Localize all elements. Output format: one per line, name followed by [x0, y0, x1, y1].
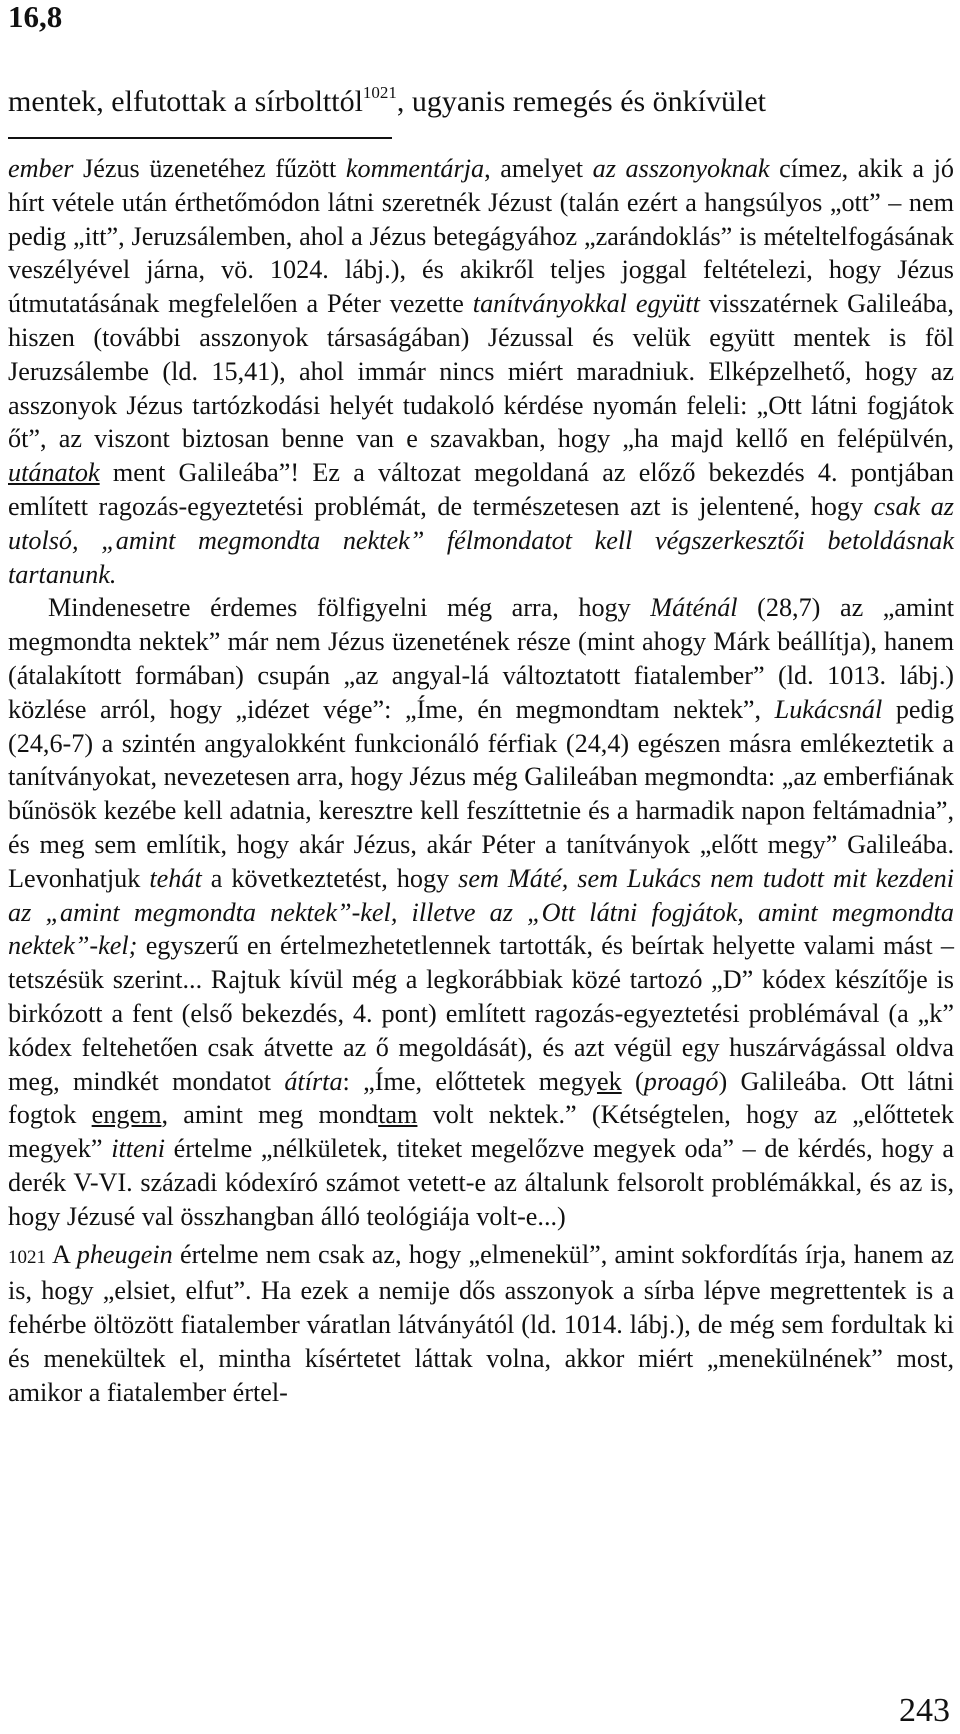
italic-text-run: proagó [643, 1066, 719, 1096]
text-run: (28,7) az „amint megmondta nektek” már nem Jézus üzenetének része (mint ahogy Márk beállítja), hanem (átalakított formában) csupán „az angyal-lá változtatott fiatalember” (ld. 1013. lábj.) közlése arról, hogy „idézet vége”: „Íme, én megmondtam nektek”, [8, 593, 954, 724]
footnote-paragraph-1 [8, 152, 954, 591]
text-run: A [52, 1239, 77, 1269]
text-run: visszatérnek Galileába, hiszen (további asszonyok társaságában) Jézussal és velük együtt mentek is föl Jeruzsálembe (ld. 15,41), ahol immár nincs miért maradniuk. Elképzelhető, hogy az asszonyok Jézus tartózkodási helyét tudakoló kérdése nyomán feleli: „Ott látni fogjátok őt”, az viszont biztosan benne van e szavakban, hogy „ha majd kellő en felépülvén, [8, 289, 954, 454]
text-run: pedig (24,6-7) a szintén angyalokként funkcionáló férfiak (24,4) egészen másra emlékeztetik a tanítványokat, nevezetesen arra, hogy Jézus még Galileában megmondta: „az emberfiának bűnösök kezébe kell adatnia, keresztre kell feszíttetnie és a harmadik napon feltámadnia”, és meg sem említik, hogy akár Jézus, akár Péter a tanítványok „előtt megy” Galileába. Levonhatjuk [8, 694, 954, 893]
footnote-number: 1021 [8, 1246, 46, 1268]
main-text: mentek, elfutottak a sírbolttól [8, 85, 363, 118]
text-run: , amint meg mond [161, 1100, 379, 1130]
footnote-block [8, 152, 954, 1409]
italic-text-run: utánatok [8, 458, 100, 488]
italic-text-run: Máténál [650, 593, 738, 623]
footnote-1021 [8, 1238, 954, 1410]
text-run: ) Galileába. Ott látni fogtok [8, 1066, 954, 1130]
italic-text-run: itteni [111, 1134, 166, 1164]
italic-text-run: csak az utolsó, „amint megmondta nektek” félmondatot kell végszerkesztői betoldásnak tartanunk. [8, 491, 954, 589]
italic-text-run: tanítványokkal együtt [472, 289, 700, 319]
italic-text-run: az asszonyoknak [592, 154, 770, 183]
text-run: volt nektek.” (Kétségtelen, hogy az „előttetek megyek” [8, 1100, 954, 1164]
text-run: : „Íme, előttetek megy [342, 1066, 597, 1096]
text-run: Mindenesetre érdemes fölfigyelni még arra, hogy [48, 593, 651, 623]
italic-text-run: pheugein [76, 1239, 173, 1269]
main-text-continuation: , ugyanis remegés és önkívület [396, 85, 767, 118]
underlined-text-run: tam [378, 1100, 418, 1130]
text-run: Jézus üzenetéhez fűzött [73, 154, 346, 183]
footnote-paragraph-2 [8, 591, 954, 1233]
italic-text-run: ember [8, 154, 74, 183]
text-run: a következtetést, hogy [201, 863, 459, 893]
italic-text-run: sem Máté, sem Lukács nem tudott mit kezdeni az „amint megmondta nektek”-kel, illetve az „Ott látni fogjátok, amint megmondta nektek”-kel; [8, 863, 954, 961]
text-run: egyszerű en értelmezhetetlennek tartották, és beírtak helyette valami mást – tetszésük szerint... Rajtuk kívül még a legkorábbiak közé tartozó „D” kódex készítője is birkózott a fent (első bekezdés, 4. pont) említett ragozás-egyeztetési problémával (a „k” kódex feltehetően csak átvette az ő megoldását), és azt végül egy huszárvágással oldva meg, mindkét mondatot [8, 931, 954, 1096]
text-run: értelme „nélkületek, titeket megelőzve megyek oda” – de kérdés, hogy a derék V-VI. századi kódexíró számot vetett-e az általunk felsorolt problémákkal, és az is, hogy Jézusé val összhangban álló teológiája volt-e...) [8, 1134, 954, 1231]
italic-text-run: Lukácsnál [774, 694, 883, 724]
footnote-separator-rule [8, 137, 392, 139]
main-text-line [8, 84, 954, 120]
italic-text-run: átírta [284, 1066, 343, 1096]
footnote-reference: 1021 [362, 83, 397, 102]
chapter-verse-number: 16,8 [8, 0, 63, 34]
italic-text-run: kommentárja [345, 154, 485, 183]
footnote-1021-text [8, 1240, 954, 1407]
text-run: ment Galileába”! Ez a változat megoldaná az előző bekezdés 4. pontjában említett ragozás-egyeztetési problémát, de természetesen azt is jelentené, hogy [8, 458, 954, 521]
text-run: ( [621, 1066, 644, 1096]
text-run: értelme nem csak az, hogy „elmenekül”, amint sokfordítás írja, hanem az is, hogy „elsiet, elfut”. Ha ezek a nemije dős asszonyok a sírba lépve megrettentek is a fehérbe öltözött fiatalember váratlan látványától (ld. 1014. lábj.), de még sem fordultak ki és menekültek el, mintha kísértetet láttak volna, akkor miért „menekülnének” most, amikor a fiatalember értel- [8, 1239, 955, 1407]
underlined-text-run: ek [596, 1066, 622, 1096]
text-run: címez, akik a jó hírt vétele után érthetőmódon látni szeretnék Jézust (talán ezért a hangsúlyos „ott” – nem pedig „itt”, Jeruzsálemben, ahol a Jézus betegágyához „zarándoklás” is mételtelfogásának veszélyével járna, vö. 1024. lábj.), és akikről teljes joggal feltételezi, hogy Jézus útmutatásának megfelelően a Péter vezette [8, 154, 954, 319]
underlined-text-run: engem [91, 1100, 162, 1130]
text-run: , amelyet [484, 154, 593, 183]
page-number: 243 [899, 1692, 950, 1729]
italic-text-run: tehát [149, 863, 202, 893]
